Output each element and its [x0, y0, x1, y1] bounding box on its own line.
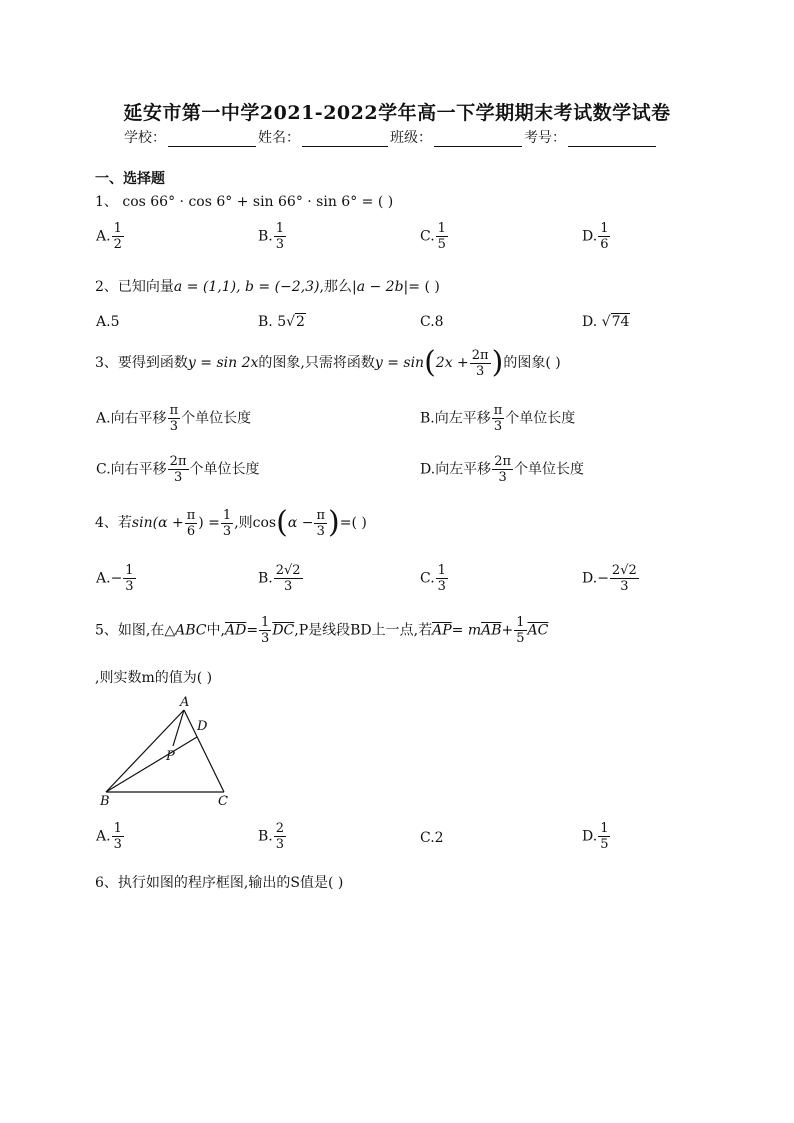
question-5-line-2: ,则实数m的值为( ) — [95, 670, 213, 686]
q5-option-d[interactable]: D. $\frac{1}{5}$ — [582, 821, 609, 852]
question-2: 2、已知向量a = (1,1), b = (−2,3),那么|a − 2b|= ( ) — [95, 279, 440, 295]
name-label: 姓名： — [258, 130, 300, 146]
q2-option-b[interactable]: B. 5√2 — [258, 314, 305, 330]
question-text: cos 66° · cos 6° + sin 66° · sin 6° = ( ) — [122, 194, 394, 210]
exam-number-blank[interactable] — [568, 132, 656, 147]
question-number: 1、 — [95, 194, 118, 210]
label-b: B — [100, 794, 110, 809]
q3-option-a[interactable]: A.向右平移 $\frac{\pi}{3}$ 个单位长度 — [96, 403, 252, 434]
triangle-figure — [96, 694, 246, 810]
page-title: 延安市第一中学2021-2022学年高一下学期期末考试数学试卷 — [123, 102, 671, 124]
question-6: 6、执行如图的程序框图,输出的S值是( ) — [95, 875, 344, 891]
q3-option-d[interactable]: D.向左平移 $\frac{2\pi}{3}$ 个单位长度 — [420, 454, 585, 485]
name-blank[interactable] — [302, 132, 388, 147]
q3-option-b[interactable]: B.向左平移 $\frac{\pi}{3}$ 个单位长度 — [420, 403, 576, 434]
q4-option-c[interactable]: C. $\frac{1}{3}$ — [420, 563, 446, 594]
label-p: P — [166, 749, 175, 764]
exam-number-label: 考号： — [524, 130, 566, 146]
q2-option-a[interactable]: A.5 — [96, 314, 120, 330]
label-a: A — [180, 695, 190, 710]
class-label: 班级： — [390, 130, 432, 146]
question-1 — [95, 191, 393, 211]
q5-option-c[interactable]: C.2 — [420, 830, 444, 846]
school-blank[interactable] — [168, 132, 256, 147]
q2-option-c[interactable]: C.8 — [420, 314, 444, 330]
q4-option-b[interactable]: B. $\frac{2√2}{3}$ — [258, 563, 301, 594]
q5-option-b[interactable]: B. $\frac{2}{3}$ — [258, 821, 285, 852]
class-blank[interactable] — [434, 132, 522, 147]
label-d: D — [197, 719, 208, 734]
q4-option-a[interactable]: A.− $\frac{1}{3}$ — [96, 563, 134, 594]
q3-option-c[interactable]: C.向右平移 $\frac{2\pi}{3}$ 个单位长度 — [96, 454, 260, 485]
q4-option-d[interactable]: D.− $\frac{2√2}{3}$ — [582, 563, 637, 594]
q1-option-d[interactable]: D. $\frac{1}{6}$ — [582, 221, 609, 252]
q1-option-c[interactable]: C. $\frac{1}{5}$ — [420, 221, 446, 252]
label-c: C — [218, 794, 228, 809]
question-3: 3、要得到函数y = sin 2x的图象,只需将函数y = sin(2x + $\frac{2\pi}{3}$ )的图象( ) — [95, 345, 561, 380]
q2-option-d[interactable]: D. √74 — [582, 314, 630, 330]
segment-bd — [106, 737, 197, 792]
info-line — [124, 127, 658, 147]
section-title: 一、选择题 — [95, 171, 165, 187]
q1-option-b[interactable]: B. $\frac{1}{3}$ — [258, 221, 285, 252]
school-label: 学校： — [124, 130, 166, 146]
question-4: 4、若sin(α + $\frac{\pi}{6}$ ) = $\frac{1}{3}$ ,则cos(α − $\frac{\pi}{3}$ )=( ) — [95, 505, 367, 540]
q5-option-a[interactable]: A. $\frac{1}{3}$ — [96, 821, 122, 852]
question-5: 5、如图,在△ABC中$,\overline{AD}=$ $\frac{1}{3}$ $\overline{DC},P$是线段BD上一点,若$\overline{AP}= m\overline{AB}+$ $\frac{1}{5}$ $\overline{AC}$ — [95, 615, 549, 646]
q1-option-a[interactable]: A. $\frac{1}{2}$ — [96, 221, 122, 252]
